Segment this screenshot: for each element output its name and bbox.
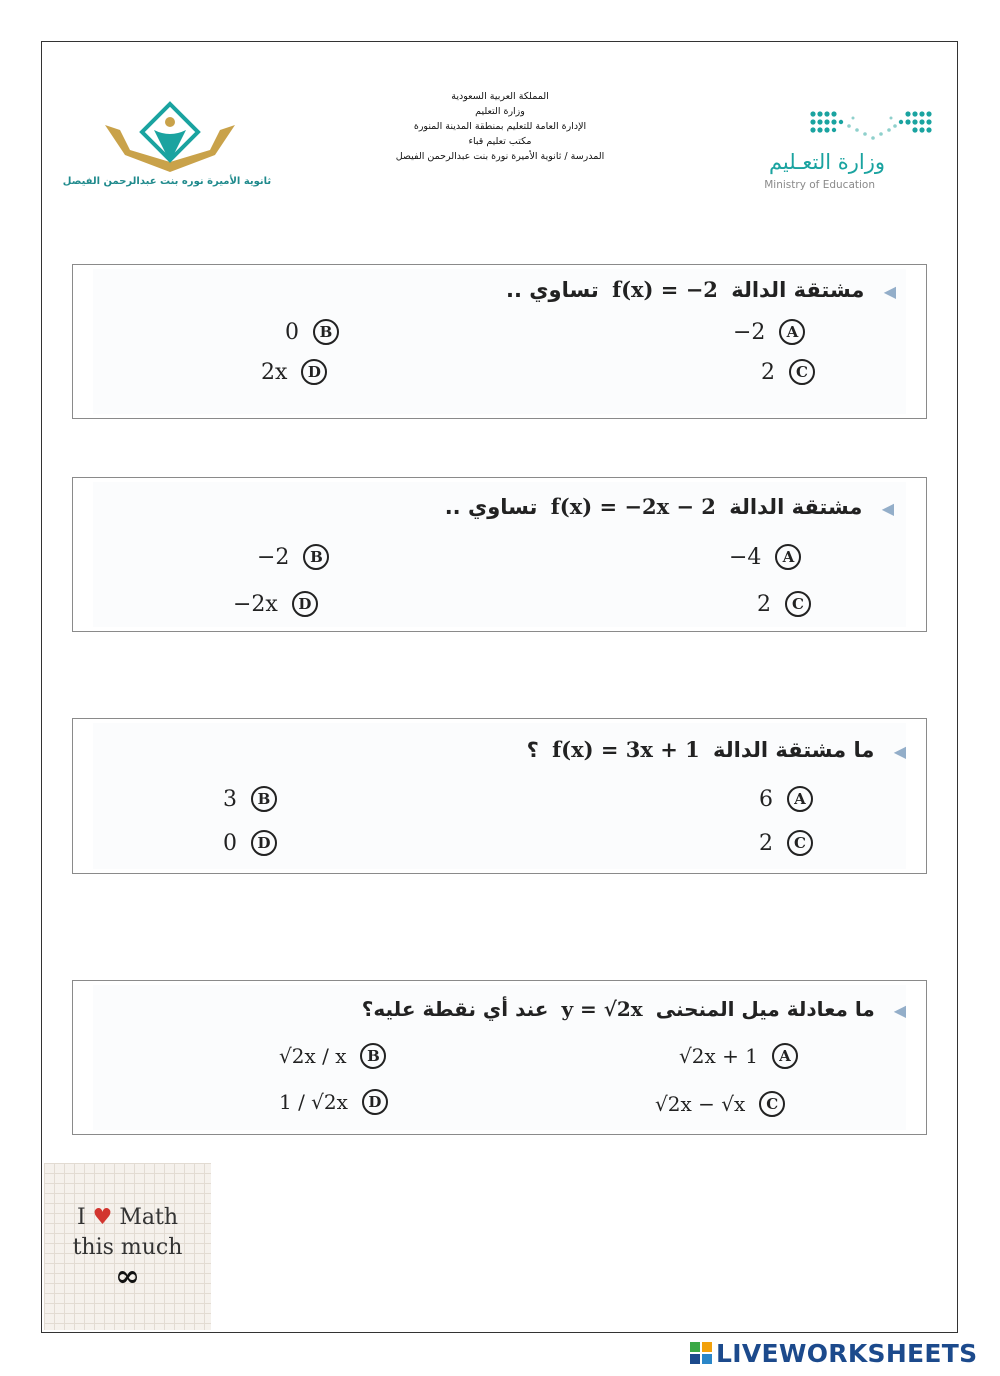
question-formula: f(x) = 3x + 1: [552, 737, 700, 762]
option-letter-a[interactable]: A: [779, 319, 805, 345]
question-prompt: [445, 494, 894, 519]
option-value: 2: [761, 359, 775, 385]
question-card-2: [72, 477, 927, 632]
option-letter-a[interactable]: A: [775, 544, 801, 570]
header-text: [350, 89, 650, 164]
option-letter-d[interactable]: D: [292, 591, 318, 617]
liveworksheets-logo[interactable]: [690, 1338, 977, 1368]
question-card-4: [72, 980, 927, 1135]
option-b[interactable]: [285, 319, 339, 345]
option-value: √2x + 1: [679, 1044, 758, 1068]
option-b[interactable]: [223, 786, 277, 812]
question-card-3: [72, 718, 927, 874]
header-line-office: مكتب تعليم قباء: [468, 136, 532, 147]
question-text: مشتقة الدالة: [729, 495, 863, 519]
option-letter-d[interactable]: D: [362, 1089, 388, 1115]
option-letter-b[interactable]: B: [360, 1043, 386, 1069]
arrow-left-icon: ◀: [893, 1001, 906, 1020]
option-letter-c[interactable]: C: [789, 359, 815, 385]
question-card-1: [72, 264, 927, 419]
question-text: ما معادلة ميل المنحنى: [655, 997, 875, 1021]
option-letter-b[interactable]: B: [303, 544, 329, 570]
option-value: −2: [257, 544, 290, 570]
option-d[interactable]: [279, 1089, 388, 1115]
option-value: −2x: [233, 591, 278, 617]
header-line-directorate: الإدارة العامة للتعليم بمنطقة المدينة المنورة: [413, 121, 587, 132]
option-value: √2x − √x: [655, 1092, 746, 1116]
header-line-country: المملكة العربية السعودية: [451, 91, 549, 102]
option-letter-c[interactable]: C: [759, 1091, 785, 1117]
liveworksheets-text: LIVEWORKSHEETS: [716, 1338, 978, 1368]
option-value: 0: [285, 319, 299, 345]
option-b[interactable]: [279, 1043, 386, 1069]
question-formula: y = √2x: [561, 997, 643, 1021]
option-value: 2: [759, 830, 773, 856]
option-c[interactable]: [759, 830, 813, 856]
math-card-line-2: this much: [72, 1235, 183, 1260]
option-a[interactable]: [733, 319, 805, 345]
option-c[interactable]: [655, 1091, 785, 1117]
arrow-left-icon: ◀: [883, 282, 896, 301]
option-d[interactable]: [261, 359, 327, 385]
option-c[interactable]: [757, 591, 811, 617]
option-letter-c[interactable]: C: [787, 830, 813, 856]
question-prompt: [527, 737, 906, 762]
question-suffix: تساوي ..: [506, 278, 599, 302]
option-letter-b[interactable]: B: [251, 786, 277, 812]
heart-icon: ♥: [92, 1205, 113, 1230]
question-formula: f(x) = −2: [612, 277, 718, 302]
option-value: −2: [733, 319, 766, 345]
option-letter-a[interactable]: A: [787, 786, 813, 812]
page-frame: [41, 41, 958, 1333]
question-text: مشتقة الدالة: [731, 278, 865, 302]
option-value: 2: [757, 591, 771, 617]
option-value: 0: [223, 830, 237, 856]
option-letter-d[interactable]: D: [251, 830, 277, 856]
option-a[interactable]: [759, 786, 813, 812]
option-a[interactable]: [729, 544, 801, 570]
question-suffix: عند أي نقطة عليه؟: [361, 997, 549, 1021]
ministry-name-ar: وزارة التعـليم: [768, 150, 885, 174]
option-b[interactable]: [257, 544, 329, 570]
option-d[interactable]: [223, 830, 277, 856]
question-suffix: ؟: [526, 738, 539, 762]
ministry-logo-icon: [805, 108, 945, 152]
ministry-name-en: Ministry of Education: [764, 179, 875, 191]
question-suffix: تساوي ..: [444, 495, 538, 519]
question-formula: f(x) = −2x − 2: [550, 494, 716, 519]
math-card-math: Math: [119, 1205, 179, 1230]
option-letter-c[interactable]: C: [785, 591, 811, 617]
option-d[interactable]: [233, 591, 318, 617]
option-value: −4: [729, 544, 762, 570]
question-prompt: [362, 997, 906, 1021]
school-name: ثانوية الأميرة نوره بنت عبدالرحمن الفيصل: [62, 176, 272, 187]
option-value: 2x: [261, 359, 288, 385]
option-value: √2x / x: [279, 1044, 347, 1068]
liveworksheets-icon: [690, 1342, 712, 1364]
option-value: 1 / √2x: [279, 1090, 348, 1114]
math-card-line-1: [44, 1205, 211, 1230]
arrow-left-icon: ◀: [893, 742, 906, 761]
header-line-ministry: وزارة التعليم: [475, 106, 525, 117]
option-value: 3: [223, 786, 237, 812]
option-value: 6: [759, 786, 773, 812]
option-letter-a[interactable]: A: [772, 1043, 798, 1069]
option-c[interactable]: [761, 359, 815, 385]
header-line-school: المدرسة / ثانوية الأميرة نورة بنت عبدالرحمن الفيصل: [395, 151, 605, 162]
math-card-i: I: [76, 1205, 86, 1230]
option-letter-d[interactable]: D: [301, 359, 327, 385]
question-prompt: [506, 277, 896, 302]
question-text: ما مشتقة الدالة: [713, 738, 875, 762]
option-a[interactable]: [679, 1043, 798, 1069]
arrow-left-icon: ◀: [881, 499, 894, 518]
option-letter-b[interactable]: B: [313, 319, 339, 345]
i-love-math-image: [44, 1163, 211, 1330]
infinity-symbol: ∞: [115, 1259, 140, 1294]
